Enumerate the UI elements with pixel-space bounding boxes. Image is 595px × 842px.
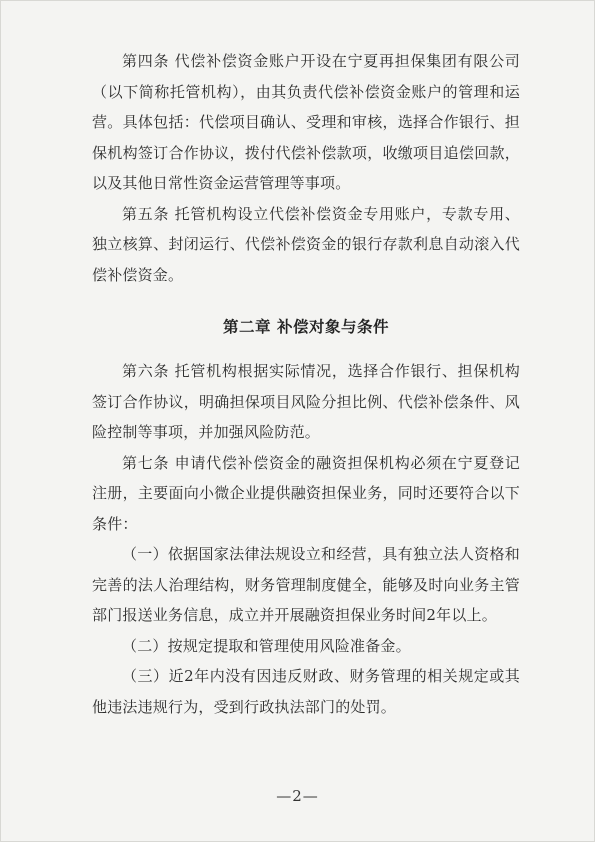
- chapter-title: 第二章 补偿对象与条件: [223, 318, 389, 336]
- page-number: —2—: [276, 787, 319, 805]
- article-6: 第六条 托管机构根据实际情况，选择合作银行、担保机构签订合作协议，明确担保项目风险分担比例、代偿补偿条件、风险控制等事项，并加强风险防范。: [92, 362, 520, 441]
- condition-1: （一）依据国家法律法规设立和经营，具有独立法人资格和完善的法人治理结构，财务管理制度健全，能够及时向业务主管部门报送业务信息，成立并开展融资担保业务时间2年以上。: [92, 545, 520, 624]
- condition-3: （三）近2年内没有因违反财政、财务管理的相关规定或其他违法违规行为，受到行政执法部门的处罚。: [92, 667, 520, 716]
- condition-2: （二）按规定提取和管理使用风险准备金。: [122, 636, 411, 655]
- article-5: 第五条 托管机构设立代偿补偿资金专用账户，专款专用、独立核算、封闭运行、代偿补偿资金的银行存款利息自动滚入代偿补偿资金。: [92, 204, 520, 284]
- document-body: [92, 46, 520, 722]
- article-7: 第七条 申请代偿补偿资金的融资担保机构必须在宁夏登记注册，主要面向小微企业提供融资担保业务，同时还要符合以下条件：: [92, 453, 520, 533]
- article-4: 第四条 代偿补偿资金账户开设在宁夏再担保集团有限公司（以下简称托管机构），由其负责代偿补偿资金账户的管理和运营。具体包括：代偿项目确认、受理和审核，选择合作银行、担保机构签订合作协议，拨付代偿补偿款项，收缴项目追偿回款，以及其他日常性资金运营管理等事项。: [92, 52, 520, 192]
